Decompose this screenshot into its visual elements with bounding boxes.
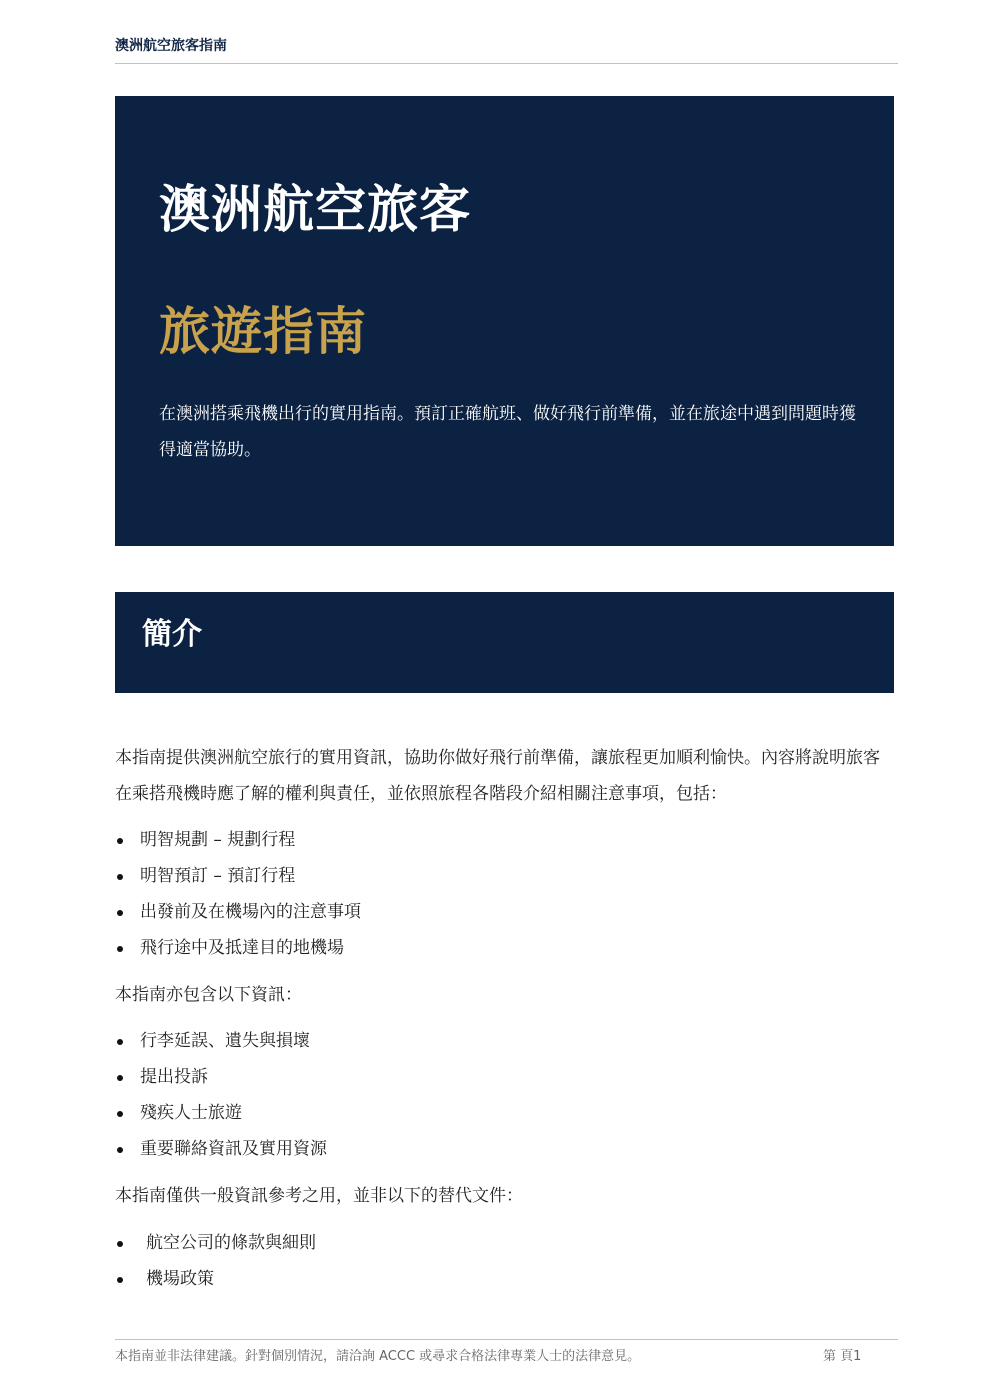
list-item: 航空公司的條款與細則 bbox=[115, 1225, 316, 1261]
bullet-list-journey-stages bbox=[115, 822, 361, 966]
section-title: 簡介 bbox=[142, 617, 202, 652]
list-item: 機場政策 bbox=[115, 1261, 316, 1297]
bullet-icon bbox=[117, 910, 123, 916]
section-heading-band bbox=[115, 592, 894, 693]
list-item: 殘疾人士旅遊 bbox=[115, 1095, 327, 1131]
intro-paragraph-3: 本指南僅供一般資訊參考之用，並非以下的替代文件： bbox=[115, 1186, 523, 1206]
list-item: 重要聯絡資訊及實用資源 bbox=[115, 1131, 327, 1167]
page-footer bbox=[115, 1339, 898, 1364]
bullet-icon bbox=[117, 1111, 123, 1117]
bullet-list-info bbox=[115, 1023, 327, 1167]
bullet-icon bbox=[117, 1277, 123, 1283]
bullet-icon bbox=[117, 838, 123, 844]
intro-paragraph-2: 本指南亦包含以下資訊： bbox=[115, 985, 302, 1005]
hero-subtitle: 旅遊指南 bbox=[159, 303, 368, 362]
bullet-icon bbox=[117, 1147, 123, 1153]
footer-disclaimer: 本指南並非法律建議。針對個別情況，請洽詢 ACCC 或尋求合格法律專業人士的法律意見。 bbox=[115, 1349, 641, 1364]
list-item: 明智預訂 – 預訂行程 bbox=[115, 858, 361, 894]
page-number: 第 頁1 bbox=[823, 1349, 862, 1364]
list-item: 提出投訴 bbox=[115, 1059, 327, 1095]
bullet-list-not-substitute bbox=[115, 1225, 316, 1297]
hero-description: 在澳洲搭乘飛機出行的實用指南。預訂正確航班、做好飛行前準備，並在旅途中遇到問題時獲得適當協助。 bbox=[159, 404, 856, 460]
bullet-icon bbox=[117, 1075, 123, 1081]
hero-title: 澳洲航空旅客 bbox=[159, 181, 472, 240]
bullet-icon bbox=[117, 1039, 123, 1045]
header-title: 澳洲航空旅客指南 bbox=[115, 38, 227, 54]
bullet-icon bbox=[117, 946, 123, 952]
list-item: 明智規劃 – 規劃行程 bbox=[115, 822, 361, 858]
list-item: 飛行途中及抵達目的地機場 bbox=[115, 930, 361, 966]
intro-paragraph-1: 本指南提供澳洲航空旅行的實用資訊，協助你做好飛行前準備，讓旅程更加順利愉快。內容將說明旅客在乘搭飛機時應了解的權利與責任，並依照旅程各階段介紹相關注意事項，包括： bbox=[115, 748, 880, 804]
list-item: 行李延誤、遺失與損壞 bbox=[115, 1023, 327, 1059]
bullet-icon bbox=[117, 874, 123, 880]
hero-banner bbox=[115, 96, 894, 546]
bullet-icon bbox=[117, 1241, 123, 1247]
list-item: 出發前及在機場內的注意事項 bbox=[115, 894, 361, 930]
page-header bbox=[115, 36, 898, 64]
